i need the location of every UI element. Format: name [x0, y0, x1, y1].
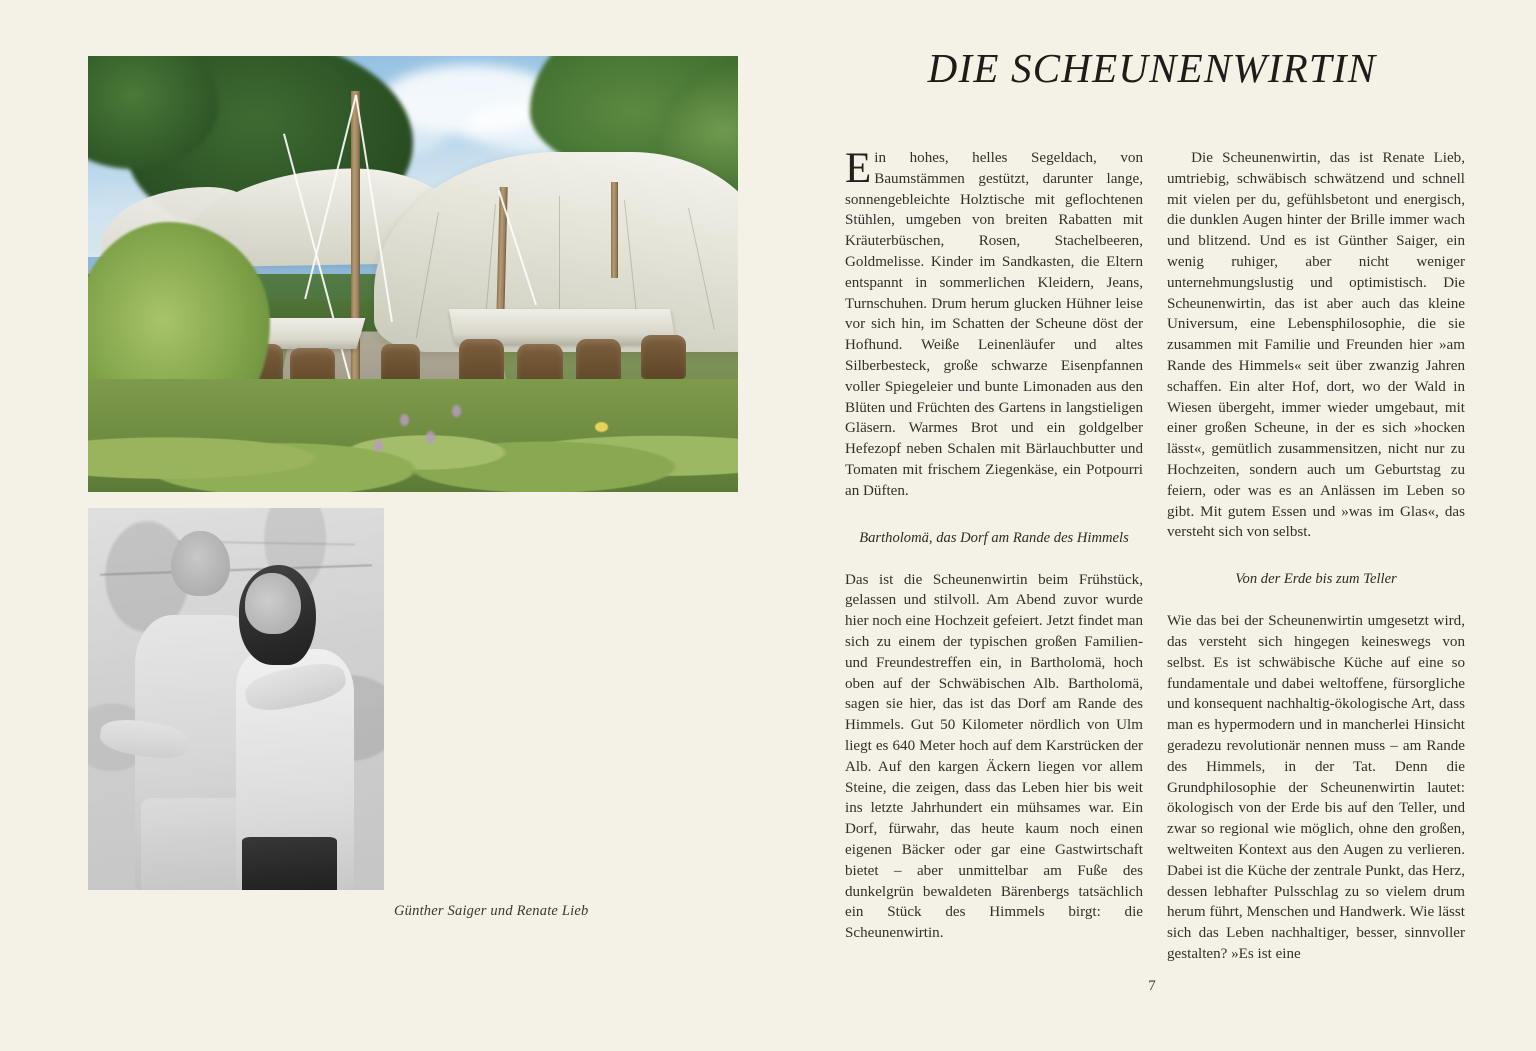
paragraph: Das ist die Scheunenwirtin beim Frühstück, gelassen und stilvoll. Am Abend zuvor wurde hier noch eine Hochzeit gefeiert. Jetzt findet man sich zu einem der typischen großen Familien- und Freundestreffen ein, in Bartholomä, hoch oben auf der Schwäbischen Alb. Bartholomä, sagen sie hier, das ist das Dorf am Rande des Himmels. Gut 50 Kilometer nördlich von Ulm liegt es 640 Meter hoch auf dem Karstrücken der Alb. Auf den kargen Äckern liegen vor allem Steine, die zeigen, dass das Leben hier bis weit ins letzte Jahrhundert ein mühsames war. Ein Dorf, fürwahr, das heute kaum noch einen eigenen Bäcker oder gar eine Gastwirtschaft bietet – aber unmittelbar am Fuße des dunkelgrün bewaldeten Bärenbergs tatsächlich ein Stück des Himmels birgt: die Scheunenwirtin.: [845, 571, 1143, 942]
article-body: [845, 145, 1465, 965]
section-subheading: Bartholomä, das Dorf am Rande des Himmels: [859, 529, 1129, 546]
flower-blossom: [452, 405, 461, 417]
man-legs: [141, 798, 248, 890]
wicker-chair: [641, 335, 687, 379]
text-column-2: [1167, 148, 1465, 965]
man-head: [171, 531, 230, 596]
photo-garden-tent: [88, 56, 738, 492]
wicker-chair: [381, 344, 420, 383]
text-column-1: [845, 145, 1143, 965]
flower-blossom: [400, 414, 409, 426]
paragraph: Die Scheunenwirtin, das ist Renate Lieb, umtriebig, schwäbisch schwätzend und schnell mit vielen per du, gefühlsbetont und energisch, die dunklen Augen hinter der Brille immer wach und blitzend. Und es ist Günther Saiger, ein wenig ruhiger, aber nicht weniger unternehmungslustig und optimistisch. Die Scheunenwirtin, das ist aber auch das kleine Universum, eine Lebensphilosophie, die sie zusammen mit Familie und Freunden hier »am Rande des Himmels« seit über zwanzig Jahren schaffen. Ein alter Hof, dort, wo der Wald in Wiesen übergeht, immer wieder umgebaut, mit einer großen Scheune, in der es sich »hocken lässt«, gemütlich zusammensitzen, nicht nur zu Hochzeiten, sondern auch um Geburtstag zu feiern, oder was es an Anlässen im Leben so gibt. Mit gutem Essen und »was im Glas«, das versteht sich von selbst.: [1167, 150, 1465, 541]
page-right: [768, 0, 1536, 1051]
page-number: 7: [1148, 978, 1156, 994]
section-subheading: Von der Erde bis zum Teller: [1235, 571, 1397, 588]
flower-blossom: [426, 431, 435, 443]
paragraph: Ein hohes, helles Segeldach, von Baumstämmen gestützt, darunter lange, sonnengebleichte Holztische mit geflochtenen Stühlen, umgeben von breiten Rabatten mit Kräuterbüschen, Rosen, Stachelbeeren, Goldmelisse. Kinder im Sandkasten, die Eltern entspannt in sommerlichen Kleidern, Jeans, Turnschuhen. Drum herum glucken Hühner leise vor sich hin, im Schatten der Scheune döst der Hofhund. Weiße Leinenläufer und altes Silberbesteck, große schwarze Eisenpfannen voller Spiegeleier und bunte Limonaden aus den Blüten und Früchten des Gartens in langstieligen Gläsern. Warmes Brot und ein goldgelber Hefezopf neben Schalen mit Bärlauchbutter und Tomaten mit frischem Ziegenkäse, ein Potpourri an Düften.: [845, 145, 1143, 499]
tent-pole: [611, 182, 618, 278]
woman-head: [245, 573, 301, 634]
woman-trousers: [242, 837, 337, 890]
herb-border: [88, 379, 738, 492]
flower-blossom: [374, 440, 383, 452]
article-title: DIE SCHEUNENWIRTIN: [927, 45, 1377, 91]
photo-couple-portrait: [88, 508, 384, 890]
paragraph: Wie das bei der Scheunenwirtin umgesetzt wird, das versteht sich hingegen keineswegs von selbst. Es ist schwäbische Küche auf eine so fundamentale und dabei weltoffene, fürsorgliche und konsequent nachhaltig-ökologische Art, dass man es hypermodern und in mancherlei Hinsicht geradezu revolutionär nennen muss – am Rande des Himmels, in der Tat. Denn die Grundphilosophie der Scheunenwirtin lautet: ökologisch von der Erde bis auf den Teller, und zwar so regional wie möglich, ohne den großen, weltweiten Kontext aus den Augen zu verlieren. Dabei ist die Küche der zentrale Punkt, das Herz, dessen lebhafter Pulsschlag zu so vielem drum herum führt, Menschen und Handwerk. Wie lässt sich das Leben nachhaltiger, besser, sinnvoller gestalten? »Es ist eine: [1167, 613, 1465, 962]
photo-caption: Günther Saiger und Renate Lieb: [394, 903, 589, 919]
